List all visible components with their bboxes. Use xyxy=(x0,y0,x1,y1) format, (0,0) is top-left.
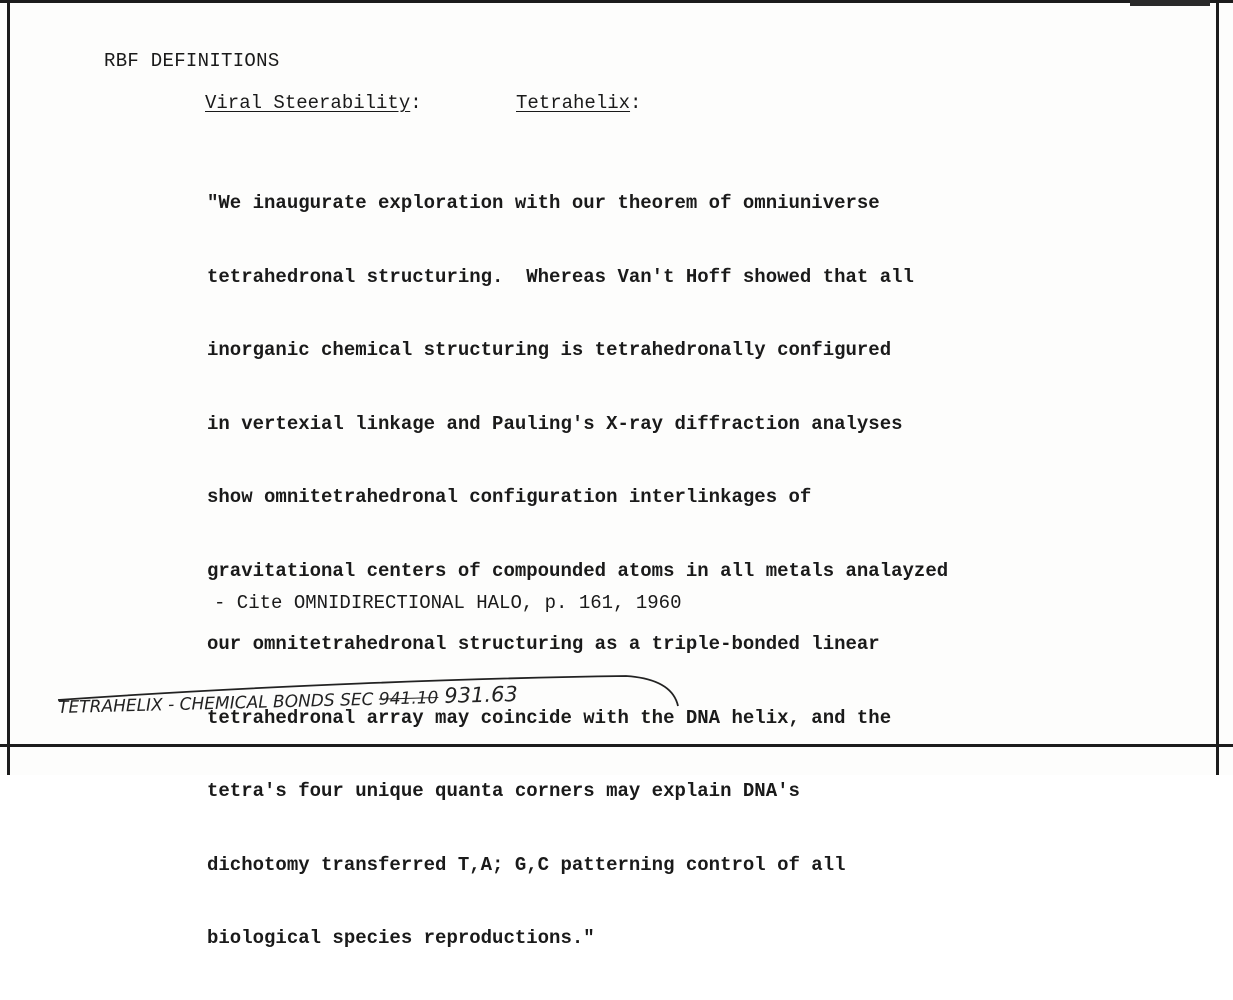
document-title: RBF DEFINITIONS xyxy=(104,50,280,72)
entry-heading-tetrahelix xyxy=(516,92,641,114)
quote-line: our omnitetrahedronal structuring as a triple-bonded linear xyxy=(207,633,880,655)
quote-line: show omnitetrahedronal configuration interlinkages of xyxy=(207,486,812,508)
left-border xyxy=(7,0,10,775)
top-tab-mark xyxy=(1130,0,1210,6)
quote-line: dichotomy transferred T,A; G,C patterning control of all xyxy=(207,853,846,876)
handwritten-label: TETRAHELIX - CHEMICAL BONDS SEC xyxy=(57,689,374,719)
quote-line: tetrahedronal structuring. Whereas Van't Hoff showed that all xyxy=(207,265,914,288)
term-colon: : xyxy=(630,92,642,114)
entry-heading-viral-steerability xyxy=(205,92,422,114)
quote-line: "We inaugurate exploration with our theorem of omniuniverse xyxy=(207,192,880,214)
quote-line: inorganic chemical structuring is tetrahedronally configured xyxy=(207,339,892,361)
definition-quote xyxy=(207,142,1137,1000)
quote-line: gravitational centers of compounded atoms in all metals analayzed xyxy=(207,559,949,582)
top-border xyxy=(0,0,1233,3)
citation: - Cite OMNIDIRECTIONAL HALO, p. 161, 1960 xyxy=(214,592,682,614)
struck-section-number: 941.10 xyxy=(378,688,439,710)
quote-line: biological species reproductions." xyxy=(207,927,595,949)
section-number: 931.63 xyxy=(443,681,519,708)
quote-line: tetra's four unique quanta corners may explain DNA's xyxy=(207,780,800,802)
quote-line: in vertexial linkage and Pauling's X-ray diffraction analyses xyxy=(207,412,903,435)
right-border xyxy=(1216,0,1219,775)
term-colon: : xyxy=(410,92,422,114)
term-tetrahelix: Tetrahelix xyxy=(516,92,631,114)
term-viral-steerability: Viral Steerability xyxy=(205,92,411,114)
quote-line: tetrahedronal array may coincide with the DNA helix, and the xyxy=(207,706,892,729)
